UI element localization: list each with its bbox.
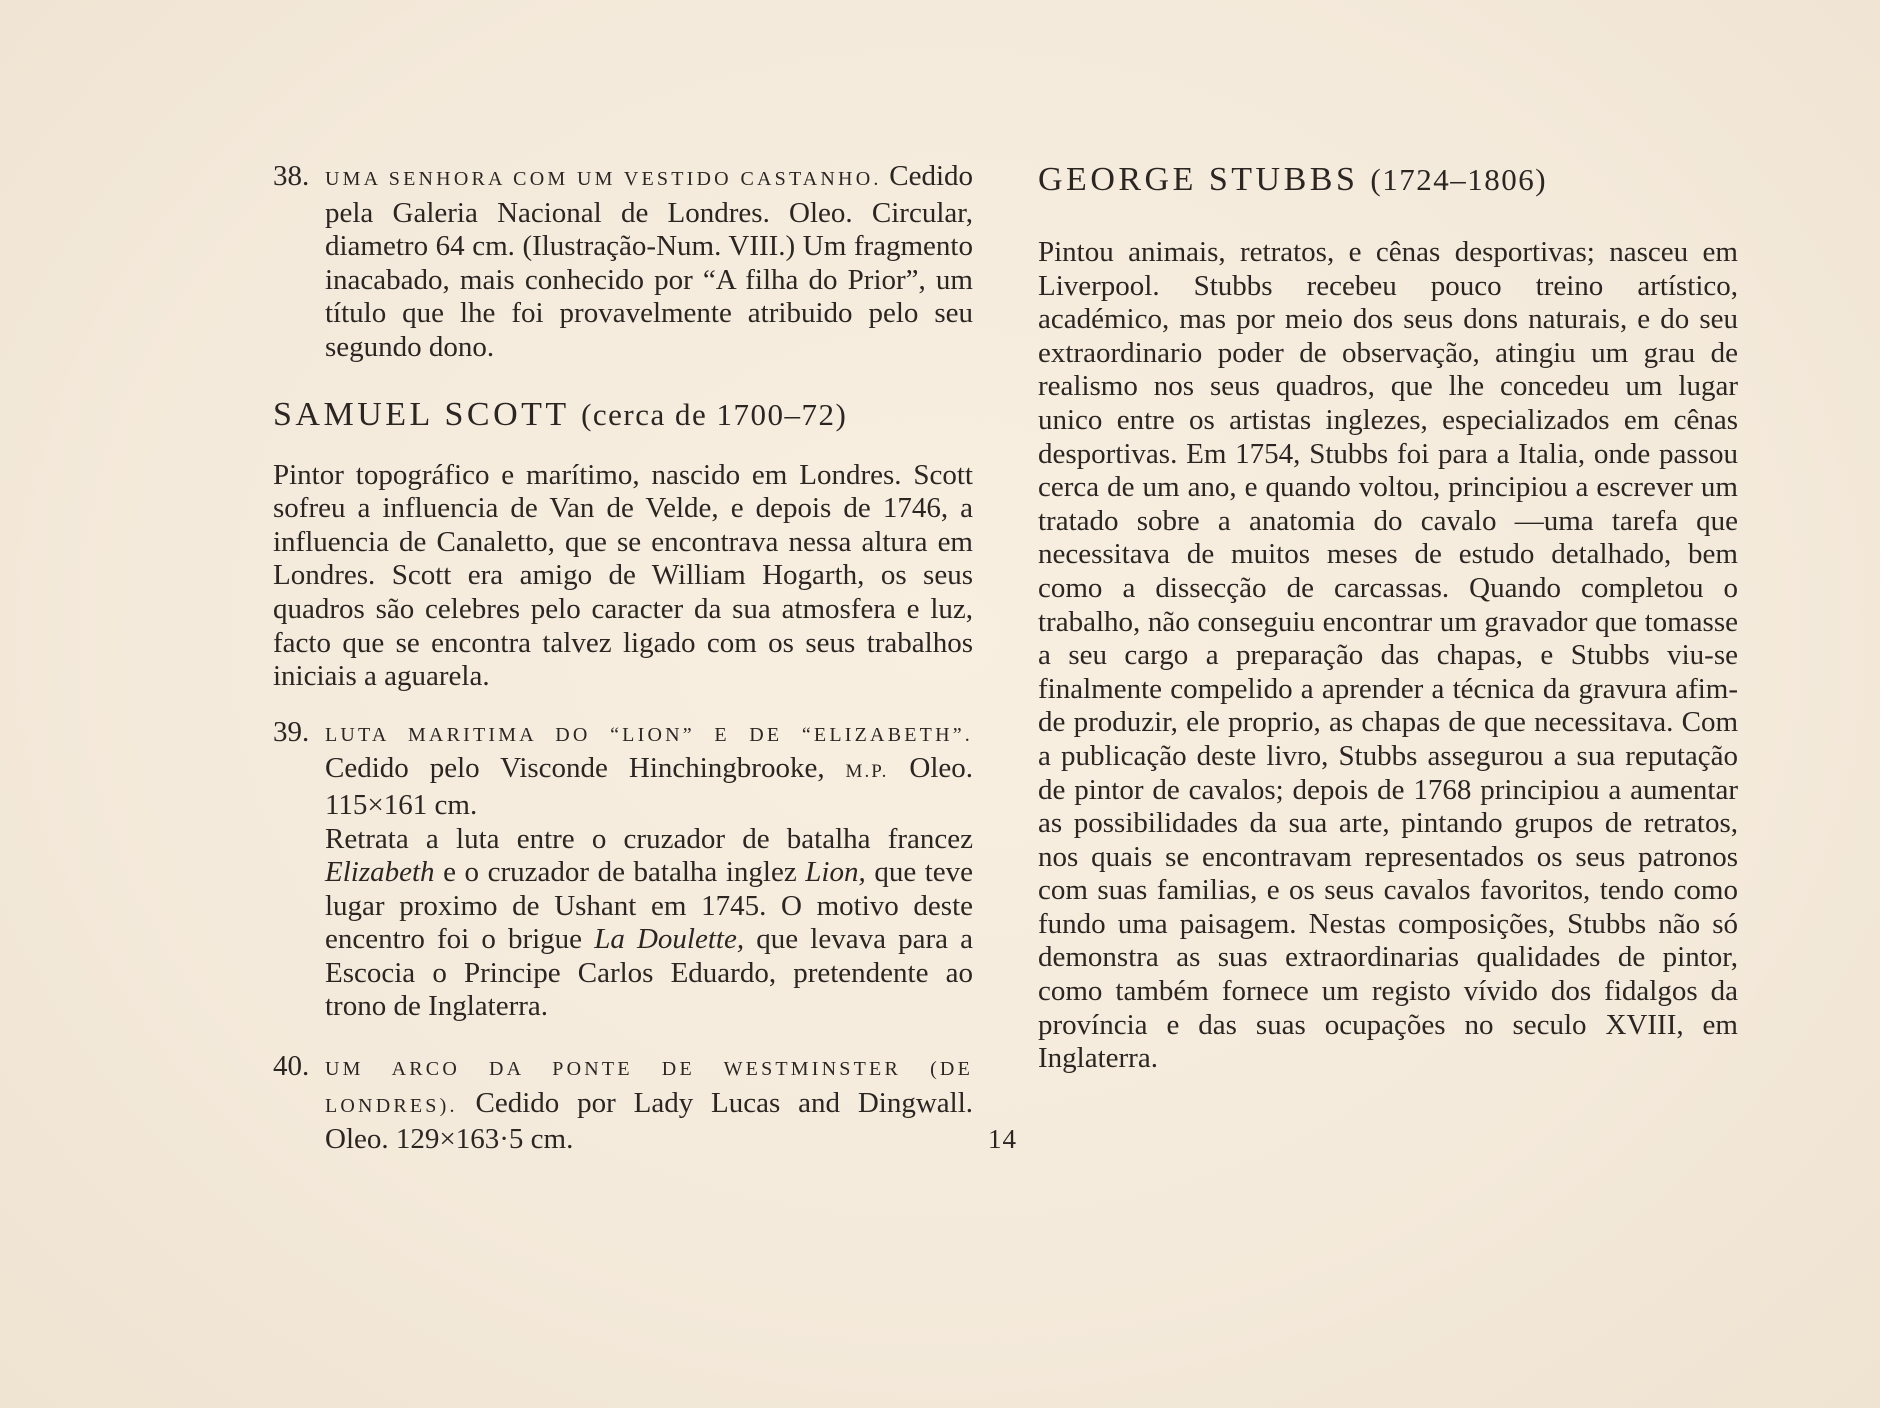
- entry-text: Cedido por Lady Lucas and Dingwall. Oleo. 129×163·5 cm.: [325, 1086, 974, 1156]
- artist-dates: (cerca de 1700–72): [581, 396, 848, 432]
- description-text: Retrata a luta entre o cruzador de batalha francez: [325, 822, 973, 855]
- description-text: e o cruzador de batalha inglez: [443, 856, 797, 889]
- entry-number: 40.: [273, 1050, 310, 1083]
- entry-lender: Cedido pelo Visconde Hinchingbrooke,: [325, 752, 825, 785]
- artist-heading-samuel-scott: [273, 395, 973, 435]
- artist-bio-samuel-scott: Pintor topográfico e marítimo, nascido em Londres. Scott sofreu a influencia de Van de Velde, e depois de 1746, a influencia de Canaletto, que se encontrava nessa altura em Londres. Scott era amigo de William Hogarth, os seus quadros são celebres pelo caracter da sua atmosfera e luz, facto que se encontra talvez ligado com os seus trabalhos iniciais a aguarela.: [273, 458, 973, 693]
- entry-number: 39.: [273, 715, 310, 748]
- entry-title: LUTA MARITIMA DO “LION” E DE “ELIZABETH”.: [325, 723, 973, 746]
- entry-body: [325, 716, 973, 823]
- artist-dates: (1724–1806): [1370, 162, 1548, 197]
- catalogue-entry-38: [273, 160, 973, 365]
- ship-name: Elizabeth: [325, 856, 435, 889]
- entry-number: 38.: [273, 160, 310, 192]
- entry-description: [325, 823, 973, 1025]
- lender-title: M.P.: [845, 761, 889, 783]
- artist-name: SAMUEL SCOTT: [273, 395, 570, 433]
- catalogue-entry-39: [273, 716, 973, 1024]
- right-column: [1038, 160, 1738, 1098]
- artist-name: GEORGE STUBBS: [1038, 161, 1359, 198]
- entry-text: Cedido pela Galeria Nacional de Londres. Oleo. Circular, diametro 64 cm. (Ilustração-Num. VIII.) Um fragmento inacabado, mais conhecido por “A filha do Prior”, um título que lhe foi provavelmente atribuido pelo seu segundo dono.: [325, 160, 974, 363]
- description-text: que levava para a Escocia o Principe Carlos Eduardo, pretendente ao trono de Inglaterra.: [325, 923, 974, 1023]
- ship-name: La Doulette,: [594, 923, 745, 956]
- artist-bio-george-stubbs: Pintou animais, retratos, e cênas desportivas; nasceu em Liverpool. Stubbs recebeu pouco treino artístico, académico, mas por meio dos seus dons naturais, e do seu extraordinario poder de observação, atingiu um grau de realismo nos seus quadros, que lhe concedeu um lugar unico entre os artistas inglezes, especializados em cênas desportivas. Em 1754, Stubbs foi para a Italia, onde passou cerca de um ano, e quando voltou, principiou a escrever um tratado sobre a anatomia do cavalo —uma tarefa que necessitava de muitos meses de estudo detalhado, bem como a dissecção de carcassas. Quando completou o trabalho, não conseguiu encontrar um gravador que tomasse a seu cargo a preparação das chapas, e Stubbs viu-se finalmente compelido a aprender a técnica da gravura afim-de produzir, ele proprio, as chapas de que necessitava. Com a publicação deste livro, Stubbs assegurou a sua reputação de pintor de cavalos; depois de 1768 principiou a aumentar as possibilidades da sua arte, pintando grupos de retratos, nos quais se encontravam representados os seus patronos com suas familias, e os seus cavalos favoritos, tendo como fundo uma paisagem. Nestas composições, Stubbs não só demonstra as suas extraordinarias qualidades de pintor, como também fornece um registo vívido dos fidalgos da província e das suas ocupações no seculo XVIII, em Inglaterra.: [1038, 236, 1738, 1075]
- ship-name: Lion,: [805, 856, 866, 889]
- entry-body: [325, 160, 973, 365]
- entry-title: UMA SENHORA COM UM VESTIDO CASTANHO.: [325, 168, 882, 190]
- artist-heading-george-stubbs: [1038, 160, 1738, 200]
- entry-medium: Oleo. 115×161 cm.: [325, 752, 973, 821]
- description-text: que teve lugar proximo de Ushant em 1745. O motivo deste encentro foi o brigue: [325, 856, 974, 956]
- catalogue-entry-40: [273, 1050, 973, 1157]
- left-column: [273, 160, 973, 1183]
- entry-title: UM ARCO DA PONTE DE WESTMINSTER (DE LONDRES).: [325, 1058, 973, 1117]
- entry-body: [325, 1050, 973, 1157]
- page-number: 14: [988, 1124, 1017, 1154]
